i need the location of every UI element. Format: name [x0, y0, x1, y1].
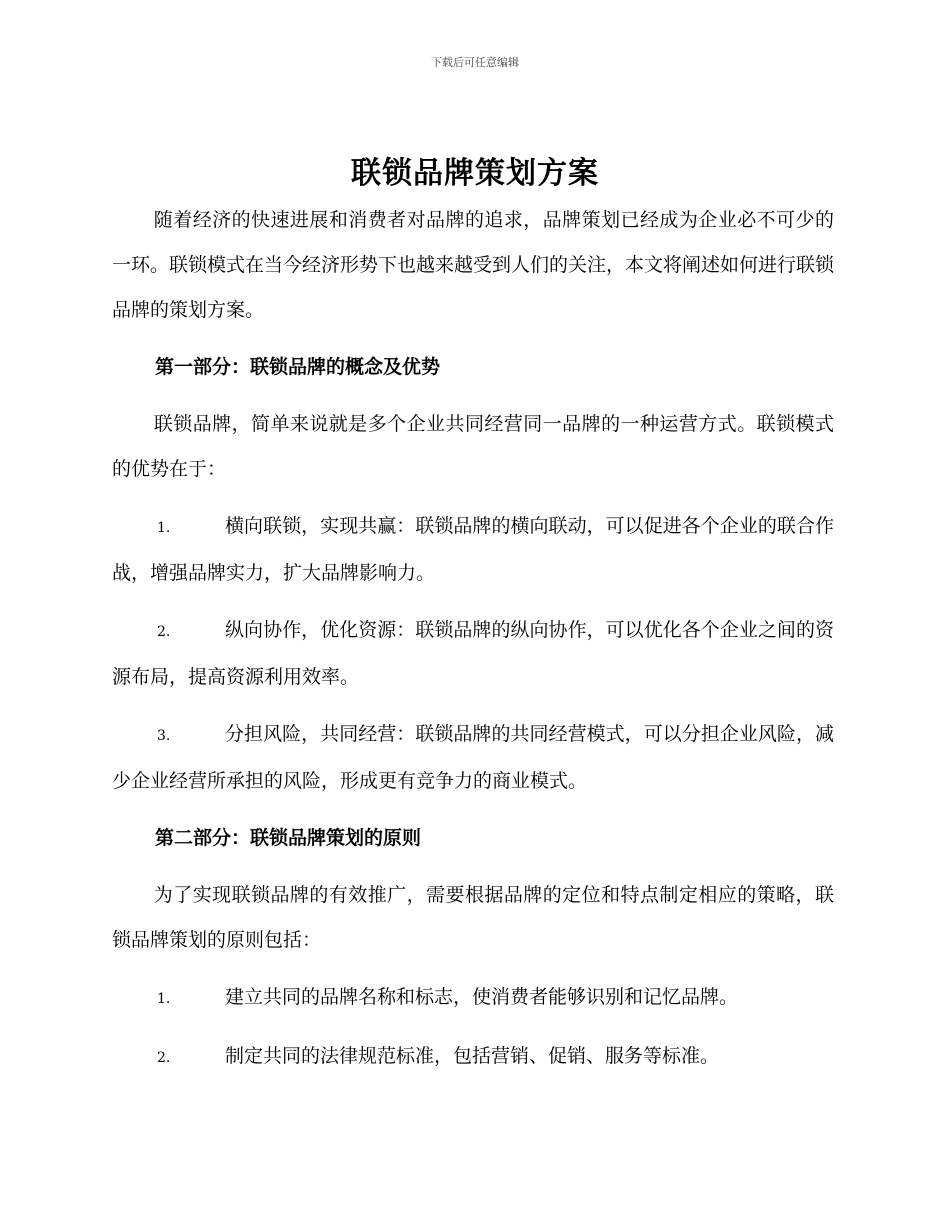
list-item	[112, 504, 834, 596]
list-item	[112, 975, 834, 1022]
intro-paragraph: 随着经济的快速进展和消费者对品牌的追求，品牌策划已经成为企业必不可少的一环。联锁模式在当今经济形势下也越来越受到人们的关注，本文将阐述如何进行联锁品牌的策划方案。	[112, 209, 835, 321]
part1-paragraph: 联锁品牌，简单来说就是多个企业共同经营同一品牌的一种运营方式。联锁模式的优势在于：	[112, 413, 834, 480]
list-item-text: 建立共同的品牌名称和标志，使消费者能够识别和记忆品牌。	[225, 986, 739, 1008]
list-item-text: 制定共同的法律规范标准，包括营销、促销、服务等标准。	[225, 1045, 720, 1067]
list-number: 1.	[157, 520, 171, 536]
part2-paragraph: 为了实现联锁品牌的有效推广，需要根据品牌的定位和特点制定相应的策略，联锁品牌策划的原则包括：	[112, 884, 834, 951]
list-number: 2.	[157, 1050, 171, 1066]
list-item-text: 分担风险，共同经营：联锁品牌的共同经营模式，可以分担企业风险，减少企业经营所承担的风险，形成更有竞争力的商业模式。	[112, 723, 834, 792]
section-heading-part1: 第一部分：联锁品牌的概念及优势	[155, 356, 441, 378]
document-title: 联锁品牌策划方案	[351, 156, 599, 191]
section-heading-part2: 第二部分：联锁品牌策划的原则	[155, 827, 422, 849]
list-number: 2.	[157, 624, 171, 640]
list-number: 1.	[157, 991, 171, 1007]
document-body	[112, 198, 834, 1093]
list-item-text: 横向联锁，实现共赢：联锁品牌的横向联动，可以促进各个企业的联合作战，增强品牌实力，扩大品牌影响力。	[112, 515, 834, 584]
list-item-text: 纵向协作，优化资源：联锁品牌的纵向协作，可以优化各个企业之间的资源布局，提高资源利用效率。	[112, 619, 834, 688]
list-item	[112, 1034, 834, 1081]
list-item	[112, 608, 834, 700]
list-number: 3.	[157, 728, 171, 744]
list-item	[112, 712, 834, 804]
header-note: 下载后可任意编辑	[431, 56, 519, 69]
